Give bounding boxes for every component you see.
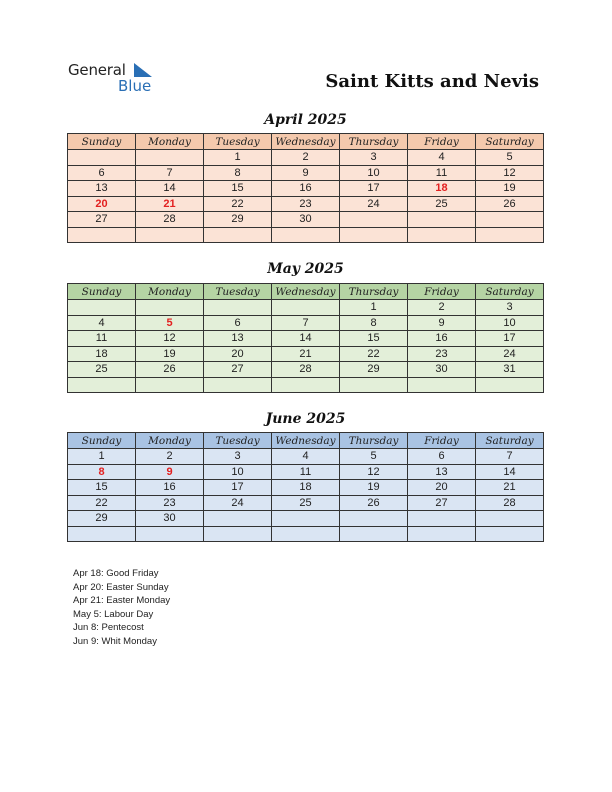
weekday-header: Sunday — [68, 134, 136, 150]
weekday-header-row — [68, 134, 544, 150]
day-cell: 17 — [204, 480, 272, 496]
day-cell: 5 — [476, 150, 544, 166]
day-cell: 17 — [476, 331, 544, 347]
calendar-april — [67, 133, 544, 243]
day-cell: 19 — [476, 181, 544, 197]
empty-day-cell — [476, 526, 544, 542]
day-cell: 28 — [136, 212, 204, 228]
day-cell: 16 — [272, 181, 340, 197]
day-cell: 10 — [476, 315, 544, 331]
weekday-header: Friday — [408, 134, 476, 150]
day-cell: 27 — [408, 495, 476, 511]
day-cell: 1 — [204, 150, 272, 166]
holiday-note: Apr 21: Easter Monday — [73, 595, 171, 606]
day-cell: 7 — [272, 315, 340, 331]
day-cell: 28 — [476, 495, 544, 511]
day-cell: 23 — [272, 196, 340, 212]
day-cell: 12 — [136, 331, 204, 347]
week-row — [68, 196, 544, 212]
day-cell: 9 — [272, 165, 340, 181]
empty-day-cell — [340, 212, 408, 228]
holiday-note: May 5: Labour Day — [73, 608, 154, 620]
day-cell: 7 — [136, 165, 204, 181]
day-cell: 12 — [340, 464, 408, 480]
day-cell: 18 — [68, 346, 136, 362]
day-cell: 21 — [476, 480, 544, 496]
day-cell: 17 — [340, 181, 408, 197]
day-cell: 10 — [340, 165, 408, 181]
empty-day-cell — [408, 212, 476, 228]
weekday-header: Tuesday — [204, 433, 272, 449]
weekday-header: Wednesday — [272, 433, 340, 449]
weekday-header: Thursday — [340, 433, 408, 449]
day-cell: 13 — [204, 331, 272, 347]
day-cell: 3 — [204, 449, 272, 465]
empty-day-cell — [340, 526, 408, 542]
day-cell: 4 — [68, 315, 136, 331]
day-cell: 30 — [136, 511, 204, 527]
day-cell: 4 — [272, 449, 340, 465]
day-cell: 15 — [340, 331, 408, 347]
weekday-header: Friday — [408, 433, 476, 449]
weekday-header: Saturday — [476, 433, 544, 449]
empty-day-cell — [204, 300, 272, 316]
day-cell: 24 — [340, 196, 408, 212]
day-cell: 31 — [476, 362, 544, 378]
day-cell: 22 — [204, 196, 272, 212]
weekday-header: Saturday — [476, 134, 544, 150]
day-cell: 5 — [340, 449, 408, 465]
week-row — [68, 165, 544, 181]
week-row — [68, 181, 544, 197]
day-cell: 12 — [476, 165, 544, 181]
empty-day-cell — [476, 377, 544, 393]
logo-word-general: General — [68, 61, 126, 79]
day-cell: 19 — [136, 346, 204, 362]
empty-day-cell — [476, 511, 544, 527]
week-row — [68, 331, 544, 347]
day-cell: 30 — [272, 212, 340, 228]
weekday-header: Thursday — [340, 134, 408, 150]
empty-day-cell — [136, 377, 204, 393]
day-cell: 6 — [408, 449, 476, 465]
day-cell: 22 — [340, 346, 408, 362]
weekday-header: Sunday — [68, 284, 136, 300]
empty-day-cell — [68, 300, 136, 316]
day-cell: 2 — [408, 300, 476, 316]
weekday-header: Sunday — [68, 433, 136, 449]
day-cell: 14 — [136, 181, 204, 197]
day-cell: 4 — [408, 150, 476, 166]
empty-day-cell — [68, 526, 136, 542]
day-cell: 2 — [136, 449, 204, 465]
day-cell: 26 — [340, 495, 408, 511]
day-cell: 29 — [68, 511, 136, 527]
weekday-header: Monday — [136, 134, 204, 150]
day-cell: 16 — [136, 480, 204, 496]
day-cell: 13 — [408, 464, 476, 480]
holiday-note: Apr 20: Easter Sunday — [73, 581, 169, 593]
holiday-note: Jun 8: Pentecost — [73, 622, 144, 633]
week-row — [68, 377, 544, 393]
day-cell: 27 — [68, 212, 136, 228]
day-cell: 23 — [136, 495, 204, 511]
day-cell: 20 — [408, 480, 476, 496]
weekday-header: Saturday — [476, 284, 544, 300]
day-cell: 9 — [408, 315, 476, 331]
day-cell: 1 — [340, 300, 408, 316]
week-row — [68, 362, 544, 378]
day-cell: 9 — [136, 464, 204, 480]
empty-day-cell — [408, 511, 476, 527]
month-title-may: May 2025 — [267, 261, 344, 277]
day-cell: 24 — [204, 495, 272, 511]
generalblue-logo — [68, 61, 168, 97]
day-cell: 16 — [408, 331, 476, 347]
empty-day-cell — [136, 227, 204, 243]
empty-day-cell — [204, 227, 272, 243]
day-cell: 29 — [204, 212, 272, 228]
day-cell: 11 — [408, 165, 476, 181]
day-cell: 10 — [204, 464, 272, 480]
weekday-header: Monday — [136, 433, 204, 449]
day-cell: 25 — [68, 362, 136, 378]
week-row — [68, 480, 544, 496]
week-row — [68, 495, 544, 511]
empty-day-cell — [136, 150, 204, 166]
day-cell: 18 — [408, 181, 476, 197]
month-title-april: April 2025 — [264, 112, 347, 128]
empty-day-cell — [340, 227, 408, 243]
day-cell: 11 — [272, 464, 340, 480]
empty-day-cell — [68, 150, 136, 166]
weekday-header: Monday — [136, 284, 204, 300]
weekday-header-row — [68, 284, 544, 300]
month-title-june: June 2025 — [265, 411, 346, 427]
calendar-june — [67, 432, 544, 542]
week-row — [68, 227, 544, 243]
day-cell: 6 — [68, 165, 136, 181]
day-cell: 23 — [408, 346, 476, 362]
weekday-header: Wednesday — [272, 134, 340, 150]
weekday-header: Tuesday — [204, 284, 272, 300]
day-cell: 27 — [204, 362, 272, 378]
empty-day-cell — [476, 227, 544, 243]
empty-day-cell — [272, 227, 340, 243]
empty-day-cell — [408, 526, 476, 542]
week-row — [68, 511, 544, 527]
day-cell: 29 — [340, 362, 408, 378]
country-title: Saint Kitts and Nevis — [325, 71, 539, 92]
day-cell: 22 — [68, 495, 136, 511]
empty-day-cell — [272, 526, 340, 542]
empty-day-cell — [204, 526, 272, 542]
day-cell: 26 — [476, 196, 544, 212]
day-cell: 20 — [68, 196, 136, 212]
weekday-header: Wednesday — [272, 284, 340, 300]
day-cell: 7 — [476, 449, 544, 465]
empty-day-cell — [476, 212, 544, 228]
day-cell: 3 — [476, 300, 544, 316]
holiday-note: Apr 18: Good Friday — [73, 568, 159, 579]
week-row — [68, 300, 544, 316]
empty-day-cell — [204, 511, 272, 527]
empty-day-cell — [408, 377, 476, 393]
day-cell: 19 — [340, 480, 408, 496]
day-cell: 28 — [272, 362, 340, 378]
weekday-header: Tuesday — [204, 134, 272, 150]
week-row — [68, 449, 544, 465]
weekday-header-row — [68, 433, 544, 449]
week-row — [68, 346, 544, 362]
day-cell: 1 — [68, 449, 136, 465]
day-cell: 8 — [68, 464, 136, 480]
day-cell: 30 — [408, 362, 476, 378]
empty-day-cell — [408, 227, 476, 243]
empty-day-cell — [340, 511, 408, 527]
day-cell: 3 — [340, 150, 408, 166]
calendar-may — [67, 283, 544, 393]
day-cell: 25 — [272, 495, 340, 511]
week-row — [68, 212, 544, 228]
logo-triangle-icon — [134, 63, 152, 77]
day-cell: 5 — [136, 315, 204, 331]
day-cell: 14 — [476, 464, 544, 480]
day-cell: 6 — [204, 315, 272, 331]
week-row — [68, 526, 544, 542]
day-cell: 8 — [340, 315, 408, 331]
empty-day-cell — [136, 526, 204, 542]
day-cell: 21 — [272, 346, 340, 362]
empty-day-cell — [272, 300, 340, 316]
empty-day-cell — [272, 377, 340, 393]
weekday-header: Thursday — [340, 284, 408, 300]
day-cell: 11 — [68, 331, 136, 347]
day-cell: 25 — [408, 196, 476, 212]
week-row — [68, 464, 544, 480]
day-cell: 2 — [272, 150, 340, 166]
holiday-note: Jun 9: Whit Monday — [73, 635, 157, 647]
holiday-notes — [73, 567, 170, 648]
empty-day-cell — [204, 377, 272, 393]
day-cell: 13 — [68, 181, 136, 197]
day-cell: 18 — [272, 480, 340, 496]
day-cell: 24 — [476, 346, 544, 362]
logo-word-blue: Blue — [118, 77, 152, 95]
week-row — [68, 150, 544, 166]
day-cell: 21 — [136, 196, 204, 212]
day-cell: 15 — [68, 480, 136, 496]
day-cell: 20 — [204, 346, 272, 362]
day-cell: 26 — [136, 362, 204, 378]
empty-day-cell — [68, 377, 136, 393]
weekday-header: Friday — [408, 284, 476, 300]
week-row — [68, 315, 544, 331]
empty-day-cell — [272, 511, 340, 527]
day-cell: 8 — [204, 165, 272, 181]
empty-day-cell — [136, 300, 204, 316]
empty-day-cell — [340, 377, 408, 393]
day-cell: 15 — [204, 181, 272, 197]
day-cell: 14 — [272, 331, 340, 347]
empty-day-cell — [68, 227, 136, 243]
